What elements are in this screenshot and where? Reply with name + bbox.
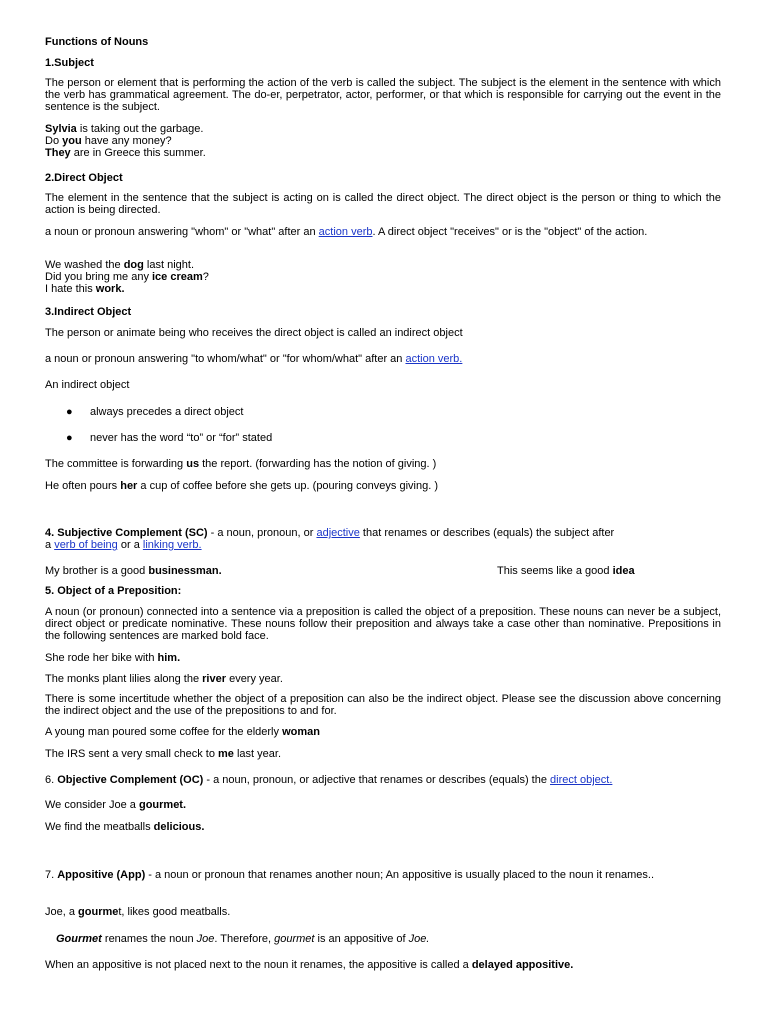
objective-complement-example: We consider Joe a gourmet. xyxy=(45,799,187,811)
appositive-example: Joe, a gourmet, likes good meatballs. xyxy=(45,906,231,918)
indirect-object-example: The committee is forwarding us the report. (forwarding has the notion of giving. ) xyxy=(45,458,437,470)
section-heading-object-of-preposition: 5. Object of a Preposition: xyxy=(45,585,182,597)
appositive-explanation: Gourmet renames the noun Joe. Therefore, gourmet is an appositive of Joe. xyxy=(56,933,430,945)
direct-object-definition: a noun or pronoun answering "whom" or "what" after an action verb. A direct object "receives" or is the "object" of the action. xyxy=(45,226,648,238)
action-verb-link[interactable]: action verb. xyxy=(405,353,463,365)
direct-object-paragraph: The element in the sentence that the subject is acting on is called the direct object. The direct object is the person or thing to which the action is being directed. xyxy=(45,192,721,216)
object-of-preposition-example: A young man poured some coffee for the elderly woman xyxy=(45,726,320,738)
indirect-object-intro: An indirect object xyxy=(45,379,130,391)
action-verb-link[interactable]: action verb xyxy=(318,226,373,238)
object-of-preposition-example: The IRS sent a very small check to me last year. xyxy=(45,748,281,760)
linking-verb-link[interactable]: linking verb. xyxy=(142,539,202,551)
subject-example: Do you have any money? xyxy=(45,135,172,147)
objective-complement-definition: 6. Objective Complement (OC) - a noun, pronoun, or adjective that renames or describes (equals) the direct object. xyxy=(45,774,613,786)
bullet-icon: ● xyxy=(66,432,73,444)
subjective-complement-definition-line2: a verb of being or a linking verb. xyxy=(45,539,202,551)
direct-object-example: Did you bring me any ice cream? xyxy=(45,271,209,283)
direct-object-example: I hate this work. xyxy=(45,283,125,295)
object-of-preposition-example: The monks plant lilies along the river every year. xyxy=(45,673,283,685)
subject-example: Sylvia is taking out the garbage. xyxy=(45,123,204,135)
indirect-object-paragraph: The person or animate being who receives the direct object is called an indirect object xyxy=(45,327,463,339)
section-heading-appositive: Appositive (App) xyxy=(57,869,146,881)
object-of-preposition-discussion: There is some incertitude whether the object of a preposition can also be the indirect object. Please see the discussion above concerning the indirect object and the use of the prepositions to and for. xyxy=(45,693,721,717)
object-of-preposition-example: She rode her bike with him. xyxy=(45,652,181,664)
page-title: Functions of Nouns xyxy=(45,36,149,48)
appositive-definition: 7. Appositive (App) - a noun or pronoun that renames another noun; An appositive is usually placed to the noun it renames.. xyxy=(45,869,655,881)
subject-example: They are in Greece this summer. xyxy=(45,147,206,159)
list-item: never has the word “to” or “for” stated xyxy=(90,432,273,444)
subjective-complement-example: This seems like a good idea xyxy=(497,565,635,577)
list-item: always precedes a direct object xyxy=(90,406,244,418)
subjective-complement-example: My brother is a good businessman. xyxy=(45,565,222,577)
adjective-link[interactable]: adjective xyxy=(316,527,360,539)
section-heading-direct-object: 2.Direct Object xyxy=(45,172,123,184)
objective-complement-example: We find the meatballs delicious. xyxy=(45,821,205,833)
indirect-object-example: He often pours her a cup of coffee before she gets up. (pouring conveys giving. ) xyxy=(45,480,438,492)
section-heading-indirect-object: 3.Indirect Object xyxy=(45,306,132,318)
direct-object-link[interactable]: direct object. xyxy=(550,774,613,786)
indirect-object-definition: a noun or pronoun answering "to whom/what" or "for whom/what" after an action verb. xyxy=(45,353,463,365)
section-heading-objective-complement: Objective Complement (OC) xyxy=(57,774,204,786)
verb-of-being-link[interactable]: verb of being xyxy=(54,539,118,551)
delayed-appositive-definition: When an appositive is not placed next to the noun it renames, the appositive is called a delayed appositive. xyxy=(45,959,574,971)
object-of-preposition-paragraph: A noun (or pronoun) connected into a sentence via a preposition is called the object of a preposition. These nouns can never be a subject, direct object or predicate nominative. These nouns follow their preposition and always take a case other than nominative. Prepositions in the following sentences are marked bold face. xyxy=(45,606,721,642)
section-heading-subject: 1.Subject xyxy=(45,57,94,69)
subject-paragraph: The person or element that is performing the action of the verb is called the subject. The subject is the element in the sentence with which the verb has grammatical agreement. The do-er, perpetrator, actor, performer, or that which is responsible for carrying out the event in the sentence is the subject. xyxy=(45,77,721,113)
subjective-complement-definition: 4. Subjective Complement (SC) - a noun, pronoun, or adjective that renames or describes (equals) the subject after xyxy=(45,527,615,539)
section-heading-subjective-complement: 4. Subjective Complement (SC) xyxy=(45,527,208,539)
bullet-icon: ● xyxy=(66,406,73,418)
direct-object-example: We washed the dog last night. xyxy=(45,259,194,271)
